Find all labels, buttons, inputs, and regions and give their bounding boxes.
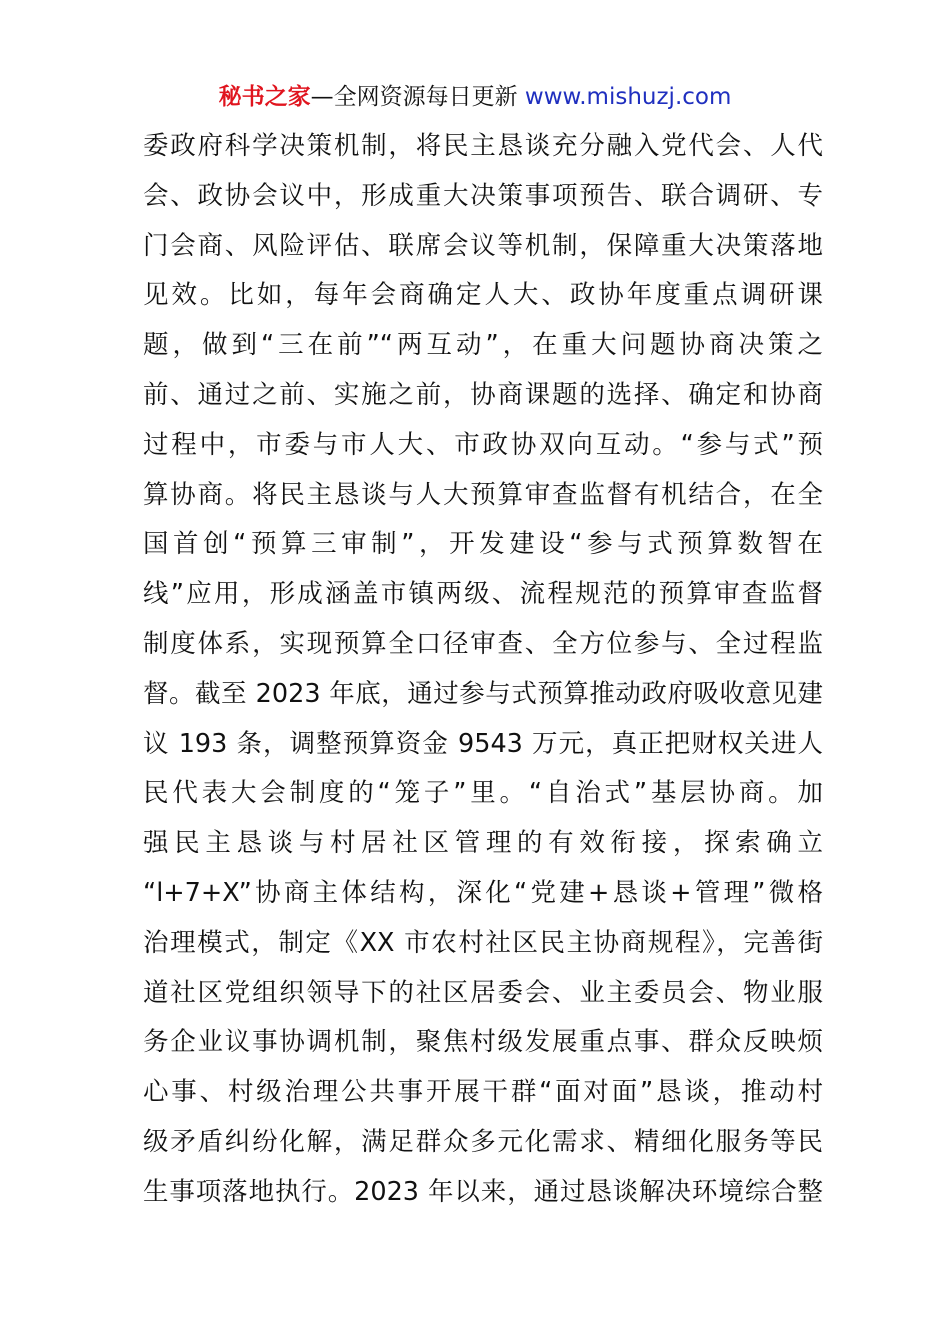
text-line: 制度体系，实现预算全口径审查、全方位参与、全过程监 [143, 628, 823, 659]
page-header [0, 80, 950, 114]
text-line: 务企业议事协调机制，聚焦村级发展重点事、群众反映烦 [143, 1027, 823, 1058]
text-line: 线”应用，形成涵盖市镇两级、流程规范的预算审查监督 [143, 579, 823, 610]
text-line: 算协商。将民主恳谈与人大预算审查监督有机结合，在全 [143, 479, 823, 510]
text-line: 前、通过之前、实施之前，协商课题的选择、确定和协商 [143, 379, 823, 410]
text-line: 议 193 条，调整预算资金 9543 万元，真正把财权关进人 [143, 728, 823, 759]
text-line: 国首创“预算三审制”，开发建设“参与式预算数智在 [143, 529, 823, 560]
text-line: 心事、村级治理公共事开展干群“面对面”恳谈，推动村 [143, 1077, 823, 1108]
text-line: 强民主恳谈与村居社区管理的有效衔接，探索确立 [143, 828, 823, 859]
text-line: 题，做到“三在前”“两互动”，在重大问题协商决策之 [143, 330, 823, 361]
document-body [143, 122, 823, 1218]
text-line: 过程中，市委与市人大、市政协双向互动。“参与式”预 [143, 429, 823, 460]
text-line: 道社区党组织领导下的社区居委会、业主委员会、物业服 [143, 977, 823, 1008]
site-url-link[interactable]: www.mishuzj.com [524, 84, 732, 110]
text-line: 会、政协会议中，形成重大决策事项预告、联合调研、专 [143, 180, 823, 211]
text-line: 督。截至 2023 年底，通过参与式预算推动政府吸收意见建 [143, 678, 823, 709]
text-line: 级矛盾纠纷化解，满足群众多元化需求、精细化服务等民 [143, 1126, 823, 1157]
site-brand: 秘书之家 [218, 84, 311, 110]
text-line: 治理模式，制定《XX 市农村社区民主协商规程》，完善街 [143, 927, 823, 958]
text-line: 生事项落地执行。2023 年以来，通过恳谈解决环境综合整 [143, 1176, 823, 1207]
text-line: 委政府科学决策机制，将民主恳谈充分融入党代会、人代 [143, 131, 823, 161]
text-line: 见效。比如，每年会商确定人大、政协年度重点调研课 [143, 280, 823, 311]
text-line: 民代表大会制度的“笼子”里。“自治式”基层协商。加 [143, 778, 823, 809]
site-tagline: —全网资源每日更新 [310, 84, 518, 110]
text-line: 门会商、风险评估、联席会议等机制，保障重大决策落地 [143, 230, 823, 261]
text-line: “l+7+X”协商主体结构，深化“党建+恳谈+管理”微格 [143, 877, 823, 908]
